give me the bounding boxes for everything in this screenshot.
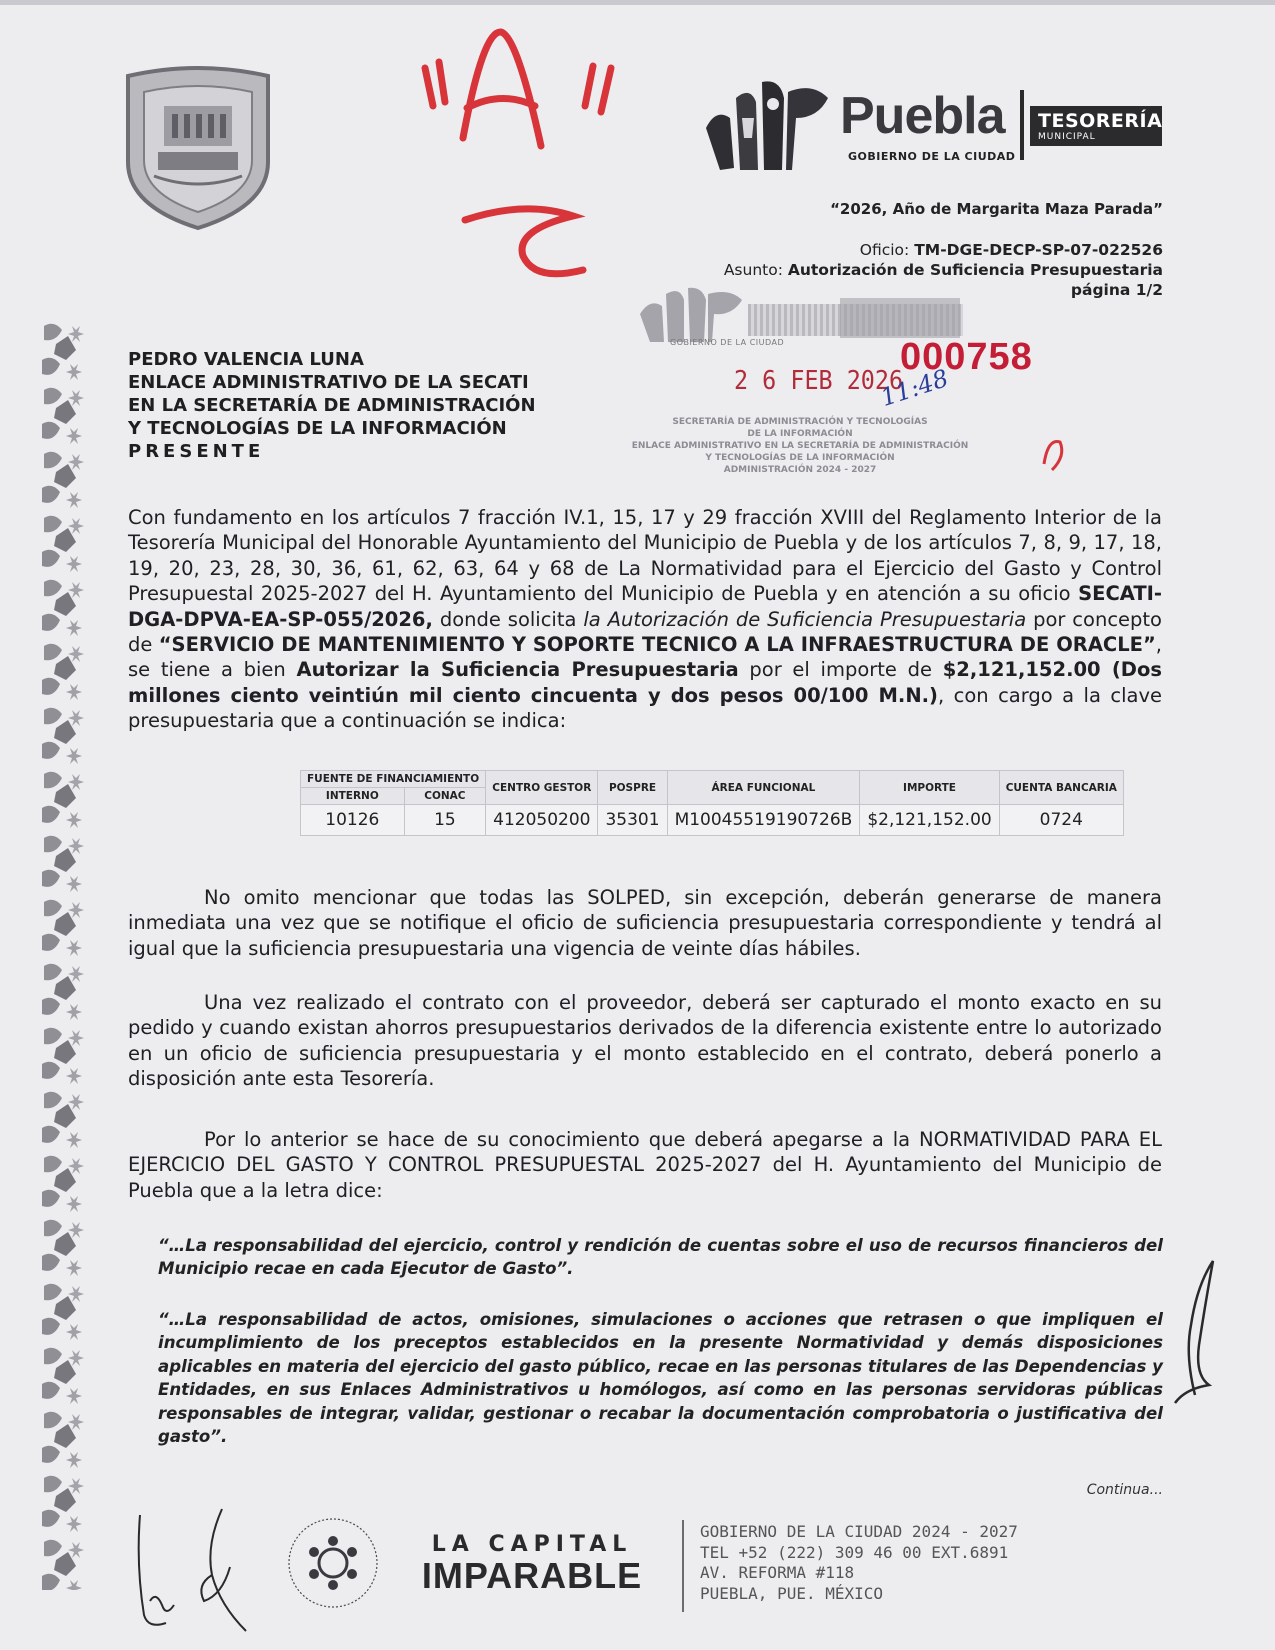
margin-signature (1165, 1255, 1225, 1405)
badge-title: TESORERÍA (1038, 110, 1163, 132)
cell-importe: $2,121,152.00 (860, 805, 999, 836)
logo-divider (1020, 90, 1024, 160)
stamp-time-handwritten: 11:48 (877, 363, 952, 413)
paragraph-legal-basis: Con fundamento en los artículos 7 fracción IV.1, 15, 17 y 29 fracción XVIII del Reglamento Interior de la Tesorería Municipal del Honorable Ayuntamiento del Municipio de Puebla y de los artículos 7, 8, 9, 17, 18, 19, 20, 23, 28, 30, 36, 61, 62, 63, 64 y 68 de La Normatividad para el Ejercicio del Gasto y Control Presupuestal 2025-2027 del H. Ayuntamiento del Municipio de Puebla y en atención a su oficio SECATI-DGA-DPVA-EA-SP-055/2026, donde solicita la Autorización de Suficiencia Presupuestaria por concepto de “SERVICIO DE MANTENIMIENTO Y SOPORTE TECNICO A LA INFRAESTRUCTURA DE ORACLE”, se tiene a bien Autorizar la Suficiencia Presupuestaria por el importe de $2,121,152.00 (Dos millones ciento veintiún mil ciento cincuenta y dos pesos 00/100 M.N.), con cargo a la clave presupuestaria que a continuación se indica: (128, 506, 1163, 733)
handwritten-red-mark (405, 20, 655, 300)
addressee-block: PEDRO VALENCIA LUNA ENLACE ADMINISTRATIVO DE LA SECATI EN LA SECRETARÍA DE ADMINISTRACIÓN Y TECNOLOGÍAS DE LA INFORMACIÓN PRESENTE (128, 349, 536, 462)
tesoreria-badge (1030, 106, 1162, 146)
budget-key-table (300, 770, 1124, 836)
quote-responsibility-2: “…La responsabilidad de actos, omisiones, simulaciones o acciones que retrasen o que impliquen el incumplimiento de los preceptos establecidos en la presente Normatividad y demás disposiciones aplicables en materia del ejercicio del gasto público, recae en las personas titulares de las Dependencias y Entidades, en sus Enlaces Administrativos u homólogos, así como en las personas servidoras públicas responsables de integrar, validar, gestionar o recabar la documentación comprobatoria o justificativa del gasto”. (158, 1310, 1163, 1447)
la-capital-imparable-logo (402, 1532, 662, 1597)
paragraph-normatividad: Por lo anterior se hace de su conocimiento que deberá apegarse a la NORMATIVIDAD PARA EL EJERCICIO DEL GASTO Y CONTROL PRESUPUESTAL 2025-2027 del H. Ayuntamiento del Municipio de Puebla que a la letra dice: (128, 1128, 1162, 1202)
table-row (301, 805, 1124, 836)
stamp-gray-box (840, 298, 960, 338)
cell-centro: 412050200 (486, 805, 598, 836)
th-centro: CENTRO GESTOR (486, 771, 598, 805)
asunto-line: Asunto: Autorización de Suficiencia Presupuestaria (723, 261, 1163, 279)
stamp-emblem-icon (636, 284, 746, 344)
footer-divider (682, 1520, 684, 1612)
addressee-name: PEDRO VALENCIA LUNA (128, 349, 364, 370)
red-ink-mark (1038, 434, 1068, 474)
th-pospre: POSPRE (598, 771, 667, 805)
capital-top: LA CAPITAL (431, 1532, 633, 1557)
continua-label: Continua... (1086, 1482, 1163, 1498)
footer-address: GOBIERNO DE LA CIUDAD 2024 - 2027 TEL +52 (222) 309 46 00 EXT.6891 AV. REFORMA #118 PUEBLA, PUE. MÉXICO (700, 1522, 1018, 1603)
cell-area: M10045519190726B (667, 805, 860, 836)
paragraph-contract: Una vez realizado el contrato con el proveedor, deberá ser capturado el monto exacto en su pedido y cuando existan ahorros presupuestarios derivados de la diferencia existente entre lo autorizado en un oficio de suficiencia presupuestaria y el monto establecido en el contrato, deberá ponerlo a disposición ante esta Tesorería. (128, 991, 1162, 1091)
page-number: página 1/2 (1070, 281, 1163, 299)
badge-subtitle: MUNICIPAL (1038, 132, 1096, 142)
puebla-logo (700, 78, 1170, 178)
paragraph-solped: No omito mencionar que todas las SOLPED, sin excepción, deberán generarse de manera inmediata una vez que se notifique el oficio de suficiencia presupuestaria correspondiente y tendrá al igual que la suficiencia presupuestaria una vigencia de veinte días hábiles. (128, 886, 1162, 960)
authorized-amount: $2,121,152.00 (Dos millones ciento veintiún mil ciento cincuenta y dos pesos 00/100 M.N.) (128, 658, 1163, 707)
th-fuente: FUENTE DE FINANCIAMIENTO (301, 771, 486, 788)
city-emblem-icon (700, 78, 835, 173)
source-oficio: SECATI-DGA-DPVA-EA-SP-055/2026, (128, 582, 1162, 631)
handwritten-initials (126, 1505, 276, 1635)
asunto-text: Autorización de Suficiencia Presupuestaria (787, 261, 1163, 279)
year-motto: “2026, Año de Margarita Maza Parada” (830, 200, 1163, 218)
stamp-caption: GOBIERNO DE LA CIUDAD (670, 338, 785, 347)
stamp-date: 2 6 FEB 2026 (734, 366, 904, 396)
th-conac: CONAC (404, 788, 485, 805)
th-interno: INTERNO (301, 788, 405, 805)
stamp-office-lines: SECRETARÍA DE ADMINISTRACIÓN Y TECNOLOGÍAS DE LA INFORMACIÓN ENLACE ADMINISTRATIVO EN LA SECRETARÍA DE ADMINISTRACIÓN Y TECNOLOGÍAS DE LA INFORMACIÓN ADMINISTRACIÓN 2024 - 2027 (631, 417, 969, 475)
reception-stamp (630, 284, 1070, 504)
cell-interno: 10126 (301, 805, 405, 836)
presente-label: PRESENTE (128, 441, 265, 462)
cell-cuenta: 0724 (999, 805, 1123, 836)
cell-pospre: 35301 (598, 805, 667, 836)
quote-responsibility-1: “…La responsabilidad del ejercicio, control y rendición de cuentas sobre el uso de recursos financieros del Municipio recae en cada Ejecutor de Gasto”. (158, 1236, 1163, 1279)
scan-edge (0, 0, 1275, 5)
decorative-border-pattern (36, 320, 91, 1590)
cell-conac: 15 (404, 805, 485, 836)
stamp-folio: 000758 (900, 336, 1033, 378)
logo-wordmark: Puebla (840, 87, 1005, 145)
handwritten-mark-text: "A" (405, 20, 407, 21)
service-concept: “SERVICIO DE MANTENIMIENTO Y SOPORTE TECNICO A LA INFRAESTRUCTURA DE ORACLE” (158, 633, 1156, 657)
capital-bottom: IMPARABLE (421, 1555, 643, 1596)
oficio-line: Oficio: TM-DGE-DECP-SP-07-022526 (859, 241, 1163, 259)
emblem-caption: Norma Mexicana en Igualdad Laboral y No Discriminación (285, 1515, 314, 1516)
th-cuenta: CUENTA BANCARIA (999, 771, 1123, 805)
equality-norm-emblem (285, 1515, 381, 1611)
oficio-number: TM-DGE-DECP-SP-07-022526 (914, 241, 1163, 259)
logo-subtitle: GOBIERNO DE LA CIUDAD (848, 150, 1016, 163)
th-area: ÁREA FUNCIONAL (667, 771, 860, 805)
municipal-seal (118, 66, 278, 234)
th-importe: IMPORTE (860, 771, 999, 805)
